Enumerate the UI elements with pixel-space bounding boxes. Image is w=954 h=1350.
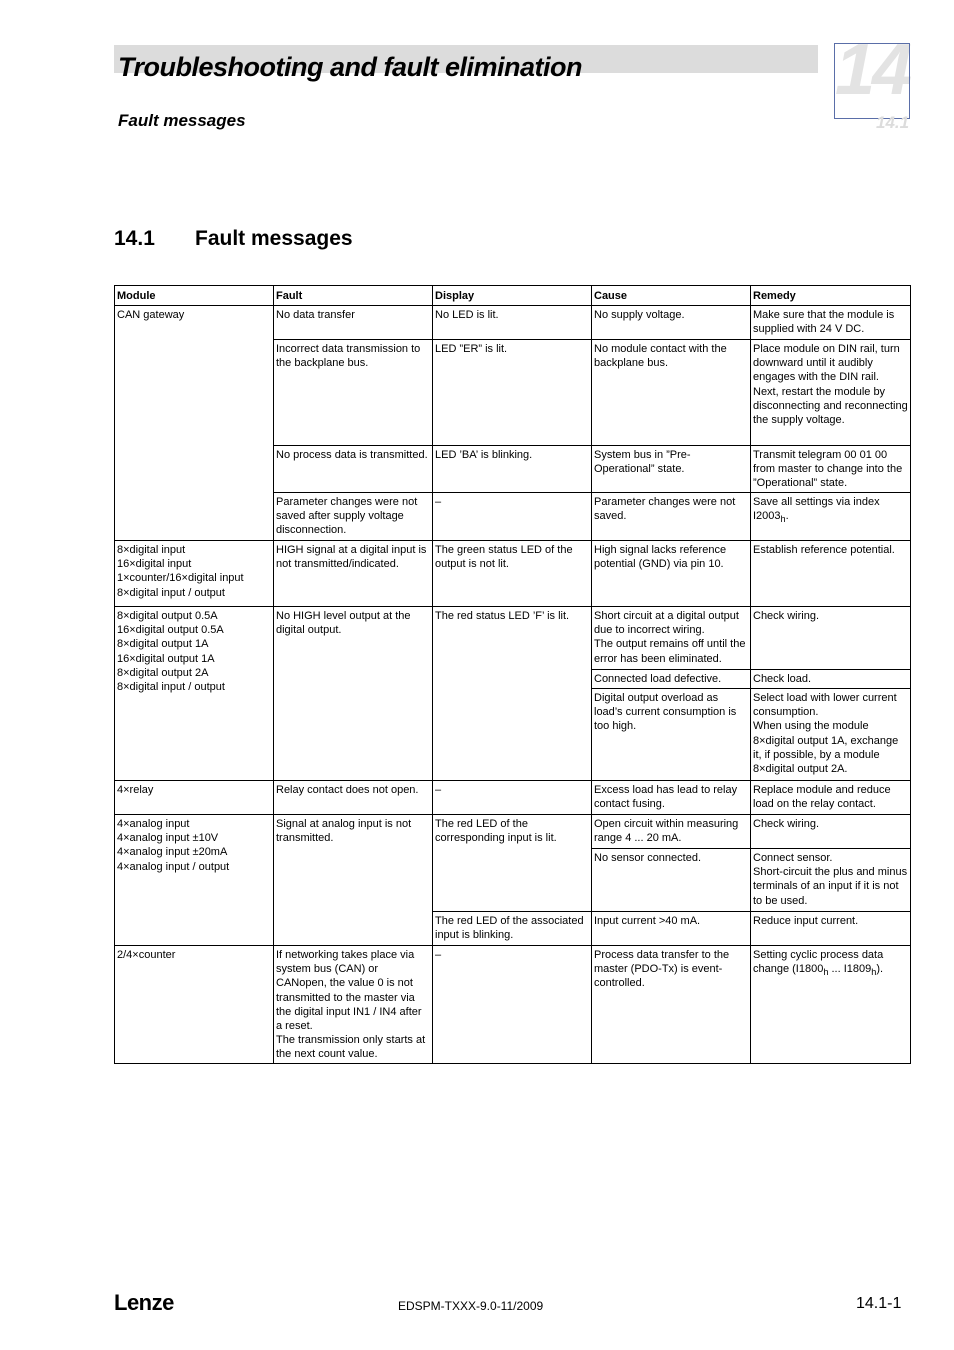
cause-cell	[592, 607, 751, 670]
module-cell: 4×relay	[115, 781, 274, 815]
fault-messages-table	[114, 285, 911, 1064]
display-cell: LED ’BA’ is blinking.	[433, 446, 592, 493]
cause-cell: Input current >40 mA.	[592, 912, 751, 946]
col-header-fault: Fault	[274, 286, 433, 306]
module-line: 8×digital input / output	[117, 681, 225, 694]
remedy-cell: Establish reference potential.	[751, 541, 911, 607]
chapter-number: 14	[835, 30, 910, 110]
remedy-text: Save all settings via index I2003	[753, 496, 880, 523]
remedy-cell: Check load.	[751, 670, 911, 689]
remedy-line: Short-circuit the plus and minus terminals of an input if it is not to be used.	[753, 866, 908, 907]
module-line: 8×digital output 2A	[117, 666, 209, 679]
display-cell: The red LED of the corresponding input is lit.	[433, 815, 592, 912]
table-row	[115, 815, 911, 849]
fault-line: The transmission only starts at the next count value.	[276, 1034, 426, 1061]
col-header-remedy: Remedy	[751, 286, 911, 306]
cause-cell: High signal lacks reference potential (GND) via pin 10.	[592, 541, 751, 607]
col-header-cause: Cause	[592, 286, 751, 306]
remedy-cell	[751, 689, 911, 781]
module-cell: 2/4×counter	[115, 946, 274, 1064]
remedy-text: ).	[876, 963, 884, 976]
table-row	[115, 541, 911, 607]
remedy-cell: Check wiring.	[751, 607, 911, 670]
table-row	[115, 306, 911, 340]
remedy-cell	[751, 849, 911, 912]
document-id: EDSPM-TXXX-9.0-11/2009	[398, 1299, 544, 1313]
remedy-text: ... I1809	[828, 963, 872, 976]
fault-cell: No process data is transmitted.	[274, 446, 433, 493]
cause-cell: Digital output overload as load’s current consumption is too high.	[592, 689, 751, 781]
display-cell: No LED is lit.	[433, 306, 592, 340]
module-line: 4×analog input ±10V	[117, 832, 219, 845]
cause-cell: Parameter changes were not saved.	[592, 493, 751, 541]
page-number: 14.1-1	[856, 1295, 902, 1312]
module-line: 16×digital output 1A	[117, 652, 215, 665]
remedy-cell: Reduce input current.	[751, 912, 911, 946]
display-cell: –	[433, 493, 592, 541]
cause-cell: Open circuit within measuring range 4 ... 20 mA.	[592, 815, 751, 849]
remedy-cell: Make sure that the module is supplied with 24 V DC.	[751, 306, 911, 340]
chapter-marker-box	[834, 43, 910, 119]
module-line: 4×analog input ±20mA	[117, 846, 228, 859]
lenze-logo: Lenze	[114, 1290, 174, 1315]
module-cell: CAN gateway	[115, 306, 274, 541]
module-line: 16×digital input	[117, 558, 192, 571]
remedy-cell: Replace module and reduce load on the relay contact.	[751, 781, 911, 815]
fault-cell: Parameter changes were not saved after supply voltage disconnection.	[274, 493, 433, 541]
remedy-line: Place module on DIN rail, turn downward until it audibly engages with the DIN rail.	[753, 343, 900, 384]
module-cell	[115, 541, 274, 607]
remedy-cell: Transmit telegram 00 01 00 from master to change into the ”Operational” state.	[751, 446, 911, 493]
cause-cell: Excess load has lead to relay contact fusing.	[592, 781, 751, 815]
fault-cell	[274, 946, 433, 1064]
remedy-cell	[751, 340, 911, 446]
module-line: 8×digital input / output	[117, 586, 225, 599]
col-header-module: Module	[115, 286, 274, 306]
cause-cell: No sensor connected.	[592, 849, 751, 912]
section-title: Fault messages	[195, 227, 353, 250]
remedy-line: Connect sensor.	[753, 852, 833, 864]
module-line: 8×digital input	[117, 544, 186, 556]
display-cell: The red status LED ’F’ is lit.	[433, 607, 592, 781]
fault-cell: No data transfer	[274, 306, 433, 340]
remedy-text: Setting cyclic process data change (I1800	[753, 949, 884, 976]
remedy-cell: Check wiring.	[751, 815, 911, 849]
cause-cell: Process data transfer to the master (PDO-Tx) is event-controlled.	[592, 946, 751, 1064]
display-cell: The red LED of the associated input is blinking.	[433, 912, 592, 946]
module-line: 16×digital output 0.5A	[117, 624, 224, 637]
display-cell: –	[433, 946, 592, 1064]
display-cell: LED ”ER” is lit.	[433, 340, 592, 446]
fault-cell: No HIGH level output at the digital output.	[274, 607, 433, 781]
fault-line: If networking takes place via system bus (CAN) or CANopen, the value 0 is not transmitted to the master via the digital input IN1 / IN4 after a reset.	[276, 949, 422, 1033]
fault-cell: HIGH signal at a digital input is not transmitted/indicated.	[274, 541, 433, 607]
table-row	[115, 607, 911, 670]
module-line: 4×analog input	[117, 818, 190, 830]
table-header-row	[115, 286, 911, 306]
cause-cell: No supply voltage.	[592, 306, 751, 340]
col-header-display: Display	[433, 286, 592, 306]
remedy-cell	[751, 493, 911, 541]
module-cell	[115, 607, 274, 781]
module-line: 8×digital output 1A	[117, 638, 209, 651]
remedy-cell	[751, 946, 911, 1064]
fault-cell: Signal at analog input is not transmitted.	[274, 815, 433, 946]
cause-line: Short circuit at a digital output due to incorrect wiring.	[594, 610, 739, 637]
page-subtitle: Fault messages	[118, 111, 246, 130]
page-title: Troubleshooting and fault elimination	[118, 52, 582, 82]
display-cell: –	[433, 781, 592, 815]
module-line: 1×counter/16×digital input	[117, 572, 244, 585]
section-number: 14.1	[114, 227, 155, 250]
fault-cell: Relay contact does not open.	[274, 781, 433, 815]
display-cell: The green status LED of the output is not lit.	[433, 541, 592, 607]
module-line: 8×digital output 0.5A	[117, 610, 218, 622]
cause-cell: System bus in ”Pre-Operational” state.	[592, 446, 751, 493]
remedy-line: When using the module 8×digital output 1A, exchange it, if possible, by a module 8×digital output 2A.	[753, 720, 899, 776]
hex-subscript: h	[780, 514, 786, 525]
table-row	[115, 946, 911, 1064]
cause-cell: Connected load defective.	[592, 670, 751, 689]
remedy-line: Select load with lower current consumption.	[753, 692, 897, 719]
chapter-sub-number: 14.1	[876, 113, 910, 132]
remedy-line: Next, restart the module by disconnecting and reconnecting the supply voltage.	[753, 385, 908, 427]
section-heading	[114, 227, 353, 251]
fault-cell: Incorrect data transmission to the backplane bus.	[274, 340, 433, 446]
module-line: 4×analog input / output	[117, 860, 230, 873]
cause-cell: No module contact with the backplane bus.	[592, 340, 751, 446]
hex-subscript: h	[823, 967, 829, 978]
cause-line: The output remains off until the error has been eliminated.	[594, 638, 746, 665]
module-cell	[115, 815, 274, 946]
table-row	[115, 781, 911, 815]
hex-subscript: h	[871, 967, 877, 978]
remedy-text: .	[785, 510, 789, 523]
